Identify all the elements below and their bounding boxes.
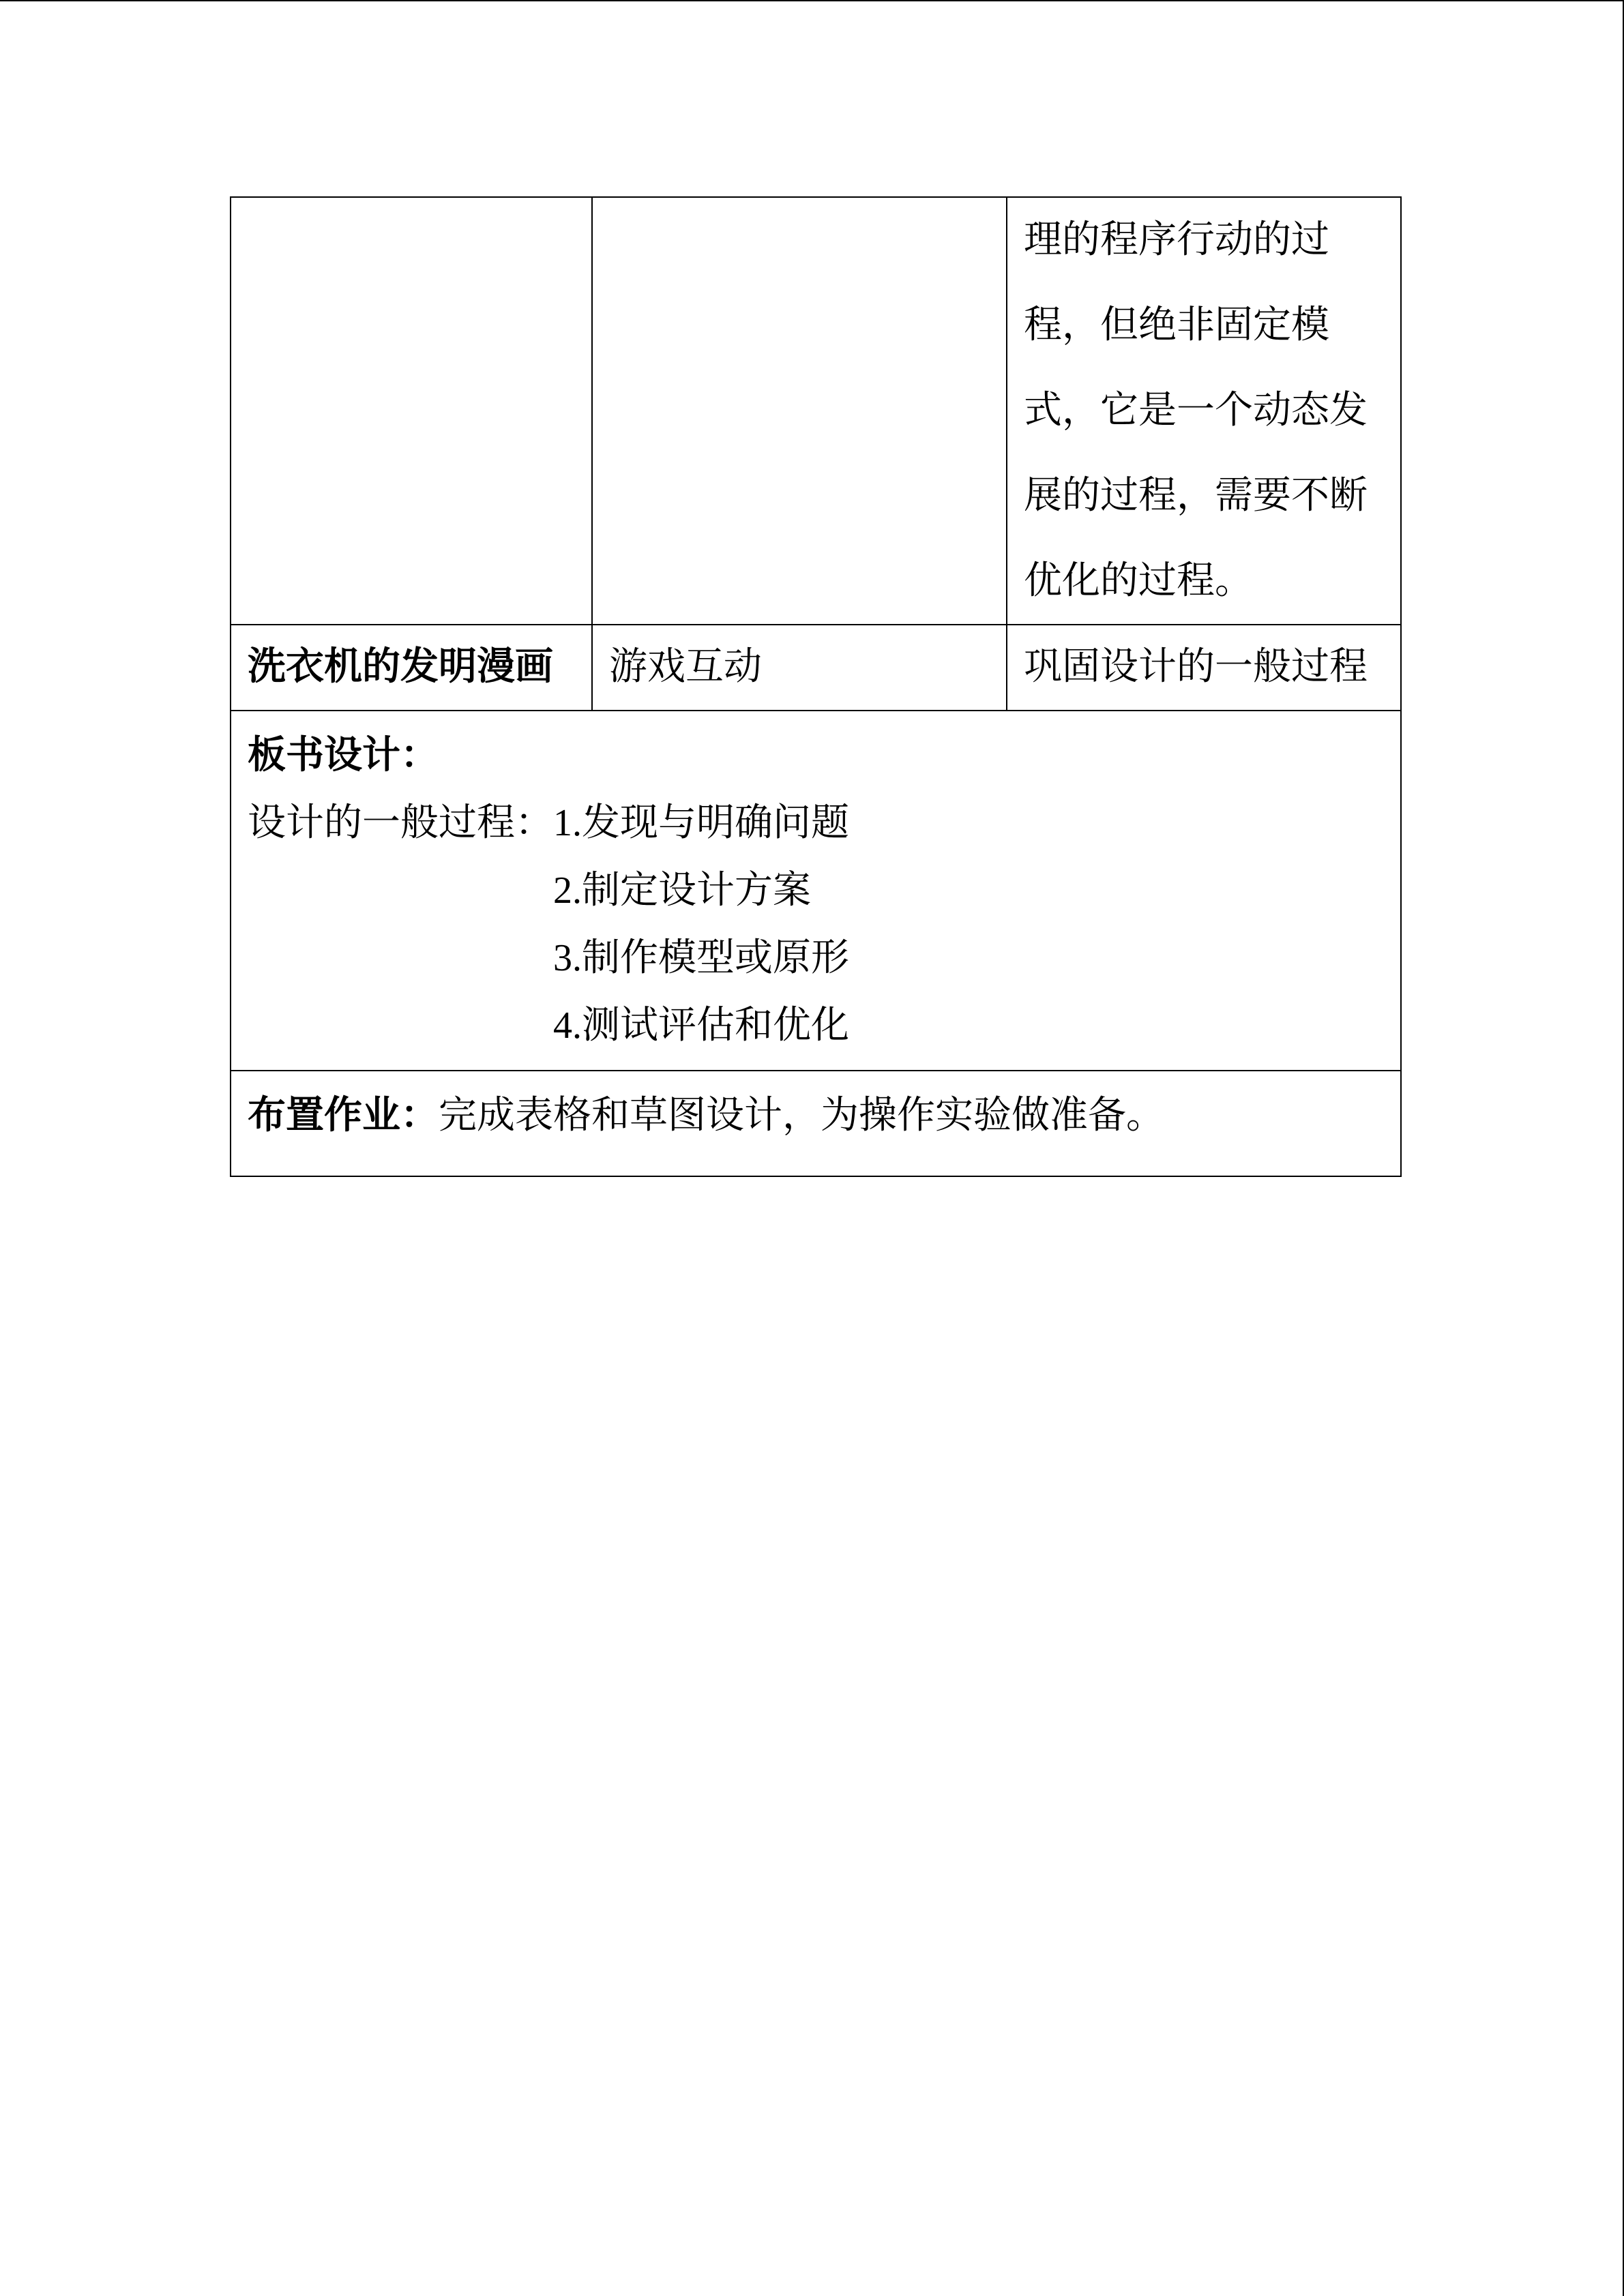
- list-item: 4.测试评估和优化: [553, 1004, 849, 1047]
- list-item: 1.发现与明确问题: [553, 802, 849, 844]
- table-row-washing-machine: [231, 625, 1401, 711]
- list-item: 2.制定设计方案: [553, 869, 811, 912]
- cell-activity-title: 洗衣机的发明漫画: [231, 625, 592, 711]
- cell-homework: [231, 1071, 1401, 1176]
- table-row-board-design: [231, 711, 1401, 1071]
- cell-design-process-note: [1007, 197, 1401, 625]
- cell-activity-method: 游戏互动: [592, 625, 1007, 711]
- note-line: 优化的过程。: [1024, 560, 1253, 602]
- cell-activity-purpose: 巩固设计的一般过程: [1007, 625, 1401, 711]
- homework-label: 布置作业：: [248, 1094, 439, 1137]
- cell-empty-activity: [231, 197, 592, 625]
- board-design-steps: [553, 790, 849, 1060]
- cell-board-design: [231, 711, 1401, 1071]
- homework-text: 完成表格和草图设计，为操作实验做准备。: [439, 1094, 1164, 1137]
- table-row-homework: [231, 1071, 1401, 1176]
- board-design-heading: 板书设计：: [248, 734, 439, 777]
- note-line: 程，但绝非固定模: [1024, 304, 1329, 346]
- table-row-continuation: [231, 197, 1401, 625]
- note-line: 式，它是一个动态发: [1024, 389, 1368, 432]
- list-item: 3.制作模型或原形: [553, 937, 849, 979]
- note-line: 理的程序行动的过: [1024, 219, 1329, 261]
- board-design-intro: 设计的一般过程：: [248, 802, 553, 844]
- board-design-body: [248, 790, 1384, 1060]
- cell-empty-method: [592, 197, 1007, 625]
- lesson-plan-table: [230, 196, 1402, 1177]
- note-line: 展的过程，需要不断: [1024, 475, 1368, 517]
- homework-line: [248, 1082, 1384, 1150]
